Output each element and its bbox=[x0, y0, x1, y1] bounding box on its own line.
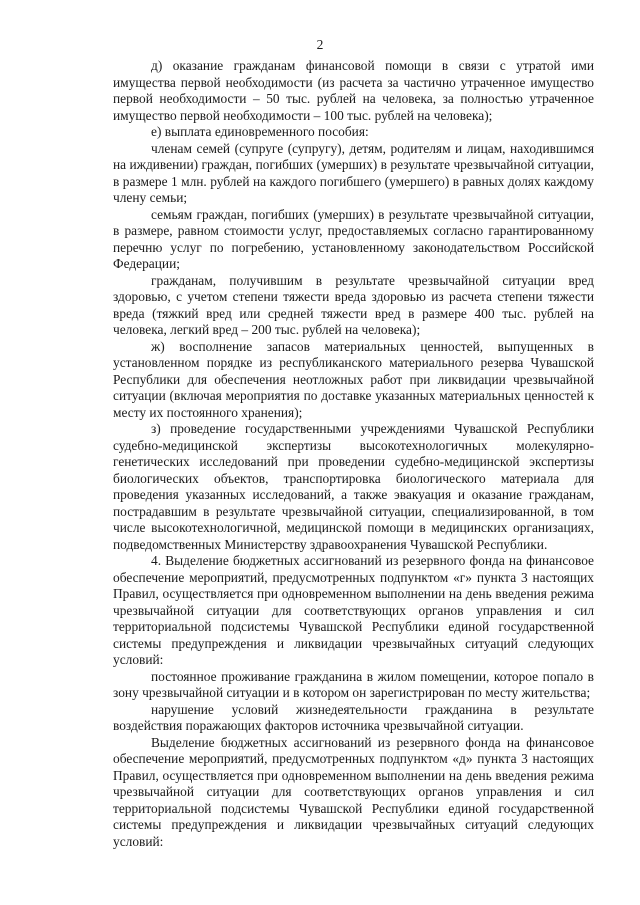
paragraph-section-4: 4. Выделение бюджетных ассигнований из резервного фонда на финансовое обеспечение мероприятий, предусмотренных подпунктом «г» пункта 3 настоящих Правил, осуществляется при одновременном выполнении на день введения режима чрезвычайной ситуации для соответствующих органов управления и сил территориальной подсистемы Чувашской Республики единой государственной системы предупреждения и ликвидации чрезвычайных ситуаций следующих условий: bbox=[113, 553, 594, 667]
paragraph-e-lump-sum: е) выплата единовременного пособия: bbox=[151, 124, 369, 139]
paragraph-residence-condition: постоянное проживание гражданина в жилом помещении, которое попало в зону чрезвычайной ситуации и в котором он зарегистрирован по месту жительства; bbox=[113, 668, 594, 700]
document-body bbox=[113, 58, 594, 850]
paragraph-z-forensic: з) проведение государственными учреждениями Чувашской Республики судебно-медицинской экспертизы высокотехнологичных молекулярно-генетических исследований при проведении судебно-медицинской экспертизы биологических объектов, транспортировка биологического материала для проведения указанных исследований, а также эвакуация и оказание гражданам, пострадавшим в результате чрезвычайной ситуации, специализированной, в том числе высокотехнологичной, медицинской помощи в медицинских организациях, подведомственных Министерству здравоохранения Чувашской Республики. bbox=[113, 421, 594, 552]
paragraph-living-conditions: нарушение условий жизнедеятельности гражданина в результате воздействия поражающих факторов источника чрезвычайной ситуации. bbox=[113, 701, 594, 733]
paragraph-allocation-d: Выделение бюджетных ассигнований из резервного фонда на финансовое обеспечение мероприятий, предусмотренных подпунктом «д» пункта 3 настоящих Правил, осуществляется при одновременном выполнении на день введения режима чрезвычайной ситуации для соответствующих органов управления и сил территориальной подсистемы Чувашской Республики единой государственной системы предупреждения и ликвидации чрезвычайных ситуаций следующих условий: bbox=[113, 734, 594, 849]
page-number: 2 bbox=[316, 37, 324, 52]
paragraph-zh-reserves: ж) восполнение запасов материальных ценностей, выпущенных в установленном порядке из республиканского материального резерва Чувашской Республики для обеспечения неотложных работ при ликвидации чрезвычайной ситуации (включая мероприятия по доставке указанных материальных ценностей к месту их постоянного хранения); bbox=[113, 338, 594, 420]
paragraph-d-financial-aid: д) оказание гражданам финансовой помощи в связи с утратой ими имущества первой необходимости (из расчета за частично утраченное имущество первой необходимости – 50 тыс. рублей на человека, за полностью утраченное имущество первой необходимости – 100 тыс. рублей на человека); bbox=[113, 58, 594, 123]
paragraph-family-members: членам семей (супруге (супругу), детям, родителям и лицам, находившимся на иждивении) граждан, погибших (умерших) в результате чрезвычайной ситуации, в размере 1 млн. рублей на каждого погибшего (умершего) в равных долях каждому члену семьи; bbox=[113, 140, 594, 205]
paragraph-burial-services: семьям граждан, погибших (умерших) в результате чрезвычайной ситуации, в размере, равном стоимости услуг, предоставляемых согласно гарантированному перечню услуг по погребению, установленному законодательством Российской Федерации; bbox=[113, 206, 594, 271]
paragraph-health-damage: гражданам, получившим в результате чрезвычайной ситуации вред здоровью, с учетом степени тяжести вреда здоровью из расчета степени тяжести вреда (тяжкий вред или средней тяжести вред в размере 400 тыс. рублей на человека, легкий вред – 200 тыс. рублей на человека); bbox=[113, 272, 594, 337]
